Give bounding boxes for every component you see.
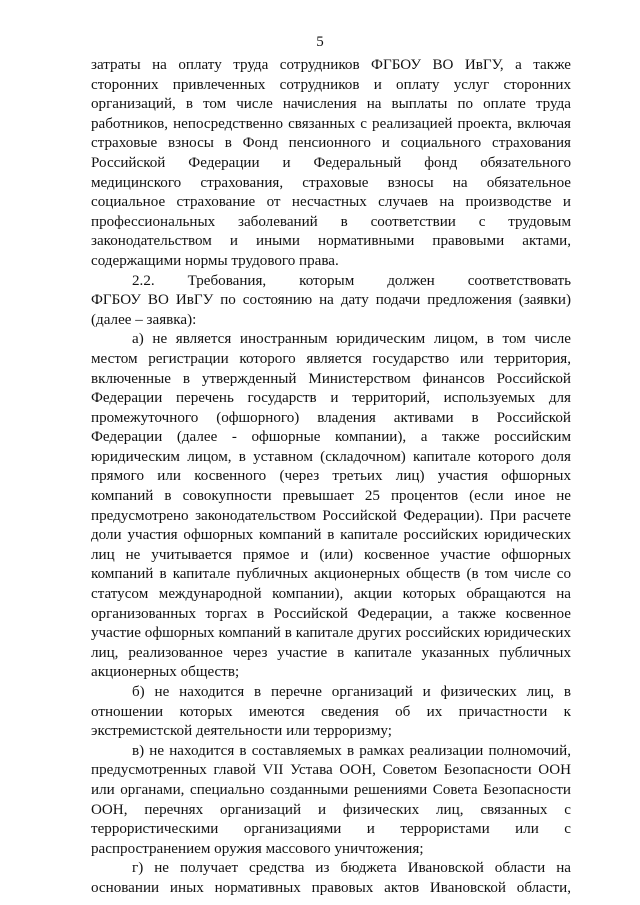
text-line: организаций, в том числе начисления на выплаты по оплате труда — [91, 96, 571, 113]
text-line: затраты на оплату труда сотрудников ФГБОУ ВО ИвГУ, а также — [91, 57, 571, 73]
text-line: Федерации перечень государств и территорий, используемых для — [91, 390, 571, 407]
text-line: а) не является иностранным юридическим лицом, в том числе — [132, 331, 571, 348]
text-line: статусом международной компании), акции которых обращаются на — [91, 586, 571, 603]
text-line: промежуточного (офшорного) владения активами в Российской — [91, 409, 571, 426]
text-line: в) не находится в составляемых в рамках реализации полномочий, — [132, 742, 571, 759]
text-line: Федерации (далее - офшорные компании), а также российским — [91, 429, 571, 446]
text-line: (далее – заявка): — [91, 311, 197, 328]
text-line: террористическими организациями и террористами или с — [91, 821, 571, 838]
text-line: Российской Федерации и Федеральный фонд обязательного — [91, 154, 571, 171]
text-line: местом регистрации которого является государство или территория, — [91, 350, 571, 367]
document-body — [91, 56, 571, 899]
text-line: компаний в капитале публичных акционерных обществ (в том числе со — [91, 566, 571, 583]
text-line: предусмотренных главой VII Устава ООН, Советом Безопасности ООН — [91, 762, 571, 779]
text-line: законодательством и иными нормативными правовыми актами, — [91, 233, 571, 250]
text-line: акционерных обществ; — [91, 664, 240, 681]
text-line: 2.2. Требования, которым должен соответствовать — [132, 272, 571, 289]
text-line: содержащими нормы трудового права. — [91, 252, 339, 269]
text-line: основании иных нормативных правовых актов Ивановской области, — [91, 879, 571, 896]
text-line: организованных торгах в Российской Федерации, а также косвенное — [91, 605, 571, 622]
text-line: включенные в утвержденный Министерством финансов Российской — [91, 370, 571, 387]
text-line: лиц не учитывается прямое и (или) косвенное участие офшорных — [91, 546, 571, 563]
text-line: или органами, специально созданными решениями Совета Безопасности — [91, 781, 571, 798]
page-number: 5 — [316, 34, 324, 50]
text-line: экстремистской деятельности или терроризму; — [91, 723, 392, 740]
text-line: компаний в совокупности превышает 25 процентов (если иное не — [91, 488, 571, 505]
text-line: социальное страхование от несчастных случаев на производстве и — [91, 194, 571, 211]
text-line: распространением оружия массового уничтожения; — [91, 840, 424, 857]
text-line: участие офшорных компаний в капитале других российских юридических — [91, 625, 571, 642]
text-line: доли участия офшорных компаний в капитале российских юридических — [91, 527, 571, 544]
text-line: лиц, реализованное через участие в капитале указанных публичных — [91, 644, 571, 661]
text-line: сторонних привлеченных сотрудников и оплату услуг сторонних — [91, 76, 571, 93]
text-line: ООН, перечнях организаций и физических лиц, связанных с — [91, 801, 571, 818]
text-line: ФГБОУ ВО ИвГУ по состоянию на дату подачи предложения (заявки) — [91, 292, 571, 309]
text-line: страховые взносы в Фонд пенсионного и социального страхования — [91, 135, 571, 152]
text-line: б) не находится в перечне организаций и физических лиц, в — [132, 684, 571, 700]
text-line: работников, непосредственно связанных с реализацией проекта, включая — [91, 115, 571, 132]
text-line: отношении которых имеются сведения об их причастности к — [91, 703, 571, 720]
text-line: юридическим лицом, в уставном (складочном) капитале которого доля — [91, 448, 571, 465]
text-line: г) не получает средства из бюджета Ивановской области на — [132, 860, 571, 877]
text-line: предусмотрено законодательством Российской Федерации). При расчете — [91, 507, 571, 524]
text-line: медицинского страхования, страховые взносы на обязательное — [91, 174, 571, 191]
text-line: прямого или косвенного (через третьих лиц) участия офшорных — [91, 468, 571, 485]
text-line: профессиональных заболеваний в соответствии с трудовым — [91, 213, 571, 230]
